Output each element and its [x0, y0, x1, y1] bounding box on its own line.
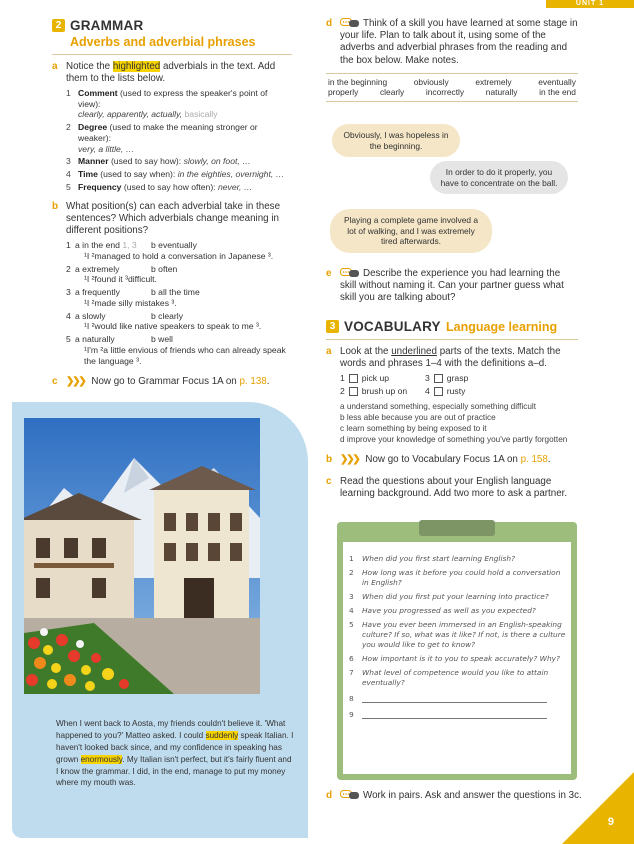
- task-letter: a: [326, 345, 332, 357]
- option-b: b eventually: [151, 240, 197, 251]
- task-text-pre: Look at the: [340, 345, 392, 357]
- vocab-word: rusty: [446, 385, 466, 396]
- question-number: 8: [349, 693, 354, 703]
- question-number: 1: [349, 554, 354, 563]
- answer-checkbox[interactable]: [349, 374, 358, 383]
- question-text: When did you first start learning English?: [362, 554, 515, 563]
- right-column: [326, 18, 578, 102]
- question-item: [349, 568, 567, 588]
- word-box-item: properly: [328, 87, 359, 98]
- reading-fragment: speak Italian. I haven't looked back since, and my confidence in speaking has grown: [56, 730, 294, 764]
- item-desc: (used to say when):: [97, 169, 178, 180]
- option-b: b clearly: [151, 310, 183, 321]
- example-sentence: ¹I ²managed to hold a conversation in Japanese ³.: [84, 251, 274, 262]
- vocab-item: [425, 386, 510, 397]
- adverbial-list: [66, 88, 292, 193]
- list-item: [66, 182, 292, 193]
- speaking-icon: [340, 268, 360, 278]
- task-e-speaking: [326, 268, 578, 305]
- question-text: How long was it before you could hold a conversation in English?: [362, 567, 561, 587]
- task-text-post: .: [266, 376, 270, 388]
- grammar-header: [52, 18, 292, 51]
- task-text-pre: Notice the: [66, 60, 113, 72]
- word-box-item: in the end: [539, 87, 576, 98]
- task-letter: b: [326, 453, 333, 465]
- question-item: [349, 620, 567, 650]
- definition: b less able because you are out of practice: [340, 412, 496, 422]
- item-number: 2: [66, 263, 71, 274]
- question-number: 5: [349, 619, 354, 629]
- vocab-task-d-wrap: [326, 790, 586, 803]
- task-text-post: adverbials in the text. Add them to the lists below.: [66, 60, 276, 84]
- speaking-icon: [340, 18, 360, 28]
- list-item: [66, 169, 292, 180]
- vocab-word: brush up on: [361, 385, 408, 396]
- word-box-item: eventually: [538, 76, 576, 87]
- question-item: [349, 668, 567, 688]
- town-photo: [24, 418, 260, 694]
- question-item: [349, 710, 567, 720]
- page-link[interactable]: p. 138: [239, 376, 267, 388]
- question-text: Have you ever been immersed in an English-speaking culture? If so, what was it like? If not, is there a culture you would like to get to know?: [362, 619, 566, 649]
- task-text-post: .: [547, 453, 551, 465]
- question-number: 3: [349, 591, 354, 601]
- example-sentence: ¹I ²made silly mistakes ³.: [84, 297, 177, 308]
- position-item: [66, 264, 292, 285]
- speech-bubble: Playing a complete game involved a lot of walking, and I was extremely tired afterwards.: [330, 209, 492, 253]
- vocab-task-c: [326, 476, 578, 500]
- list-item: [66, 156, 292, 167]
- task-b: [52, 201, 292, 238]
- question-text: Have you progressed as well as you expected?: [362, 605, 536, 615]
- vocabulary-header: [326, 319, 578, 336]
- question-text: How important is it to you to speak accurately? Why?: [362, 653, 560, 663]
- reading-panel: [12, 402, 308, 838]
- clipboard-clip: [419, 520, 495, 536]
- reading-fragment: . My Italian isn't perfect, but it's fairly fluent and I know the grammar. I did, in the end, manage to put my money where my mouth was.: [56, 754, 292, 788]
- task-letter: d: [326, 18, 333, 29]
- section-title: GRAMMAR: [70, 18, 144, 33]
- task-text-post: parts of the texts. Match the words and phrases 1–4 with the definitions a–d.: [340, 345, 561, 369]
- item-answer: basically: [182, 109, 218, 120]
- word-box-item: incorrectly: [425, 87, 465, 98]
- task-letter: c: [52, 376, 58, 388]
- position-item: [66, 311, 292, 332]
- speaking-icon: [340, 790, 360, 800]
- option-a: a slowly: [75, 310, 106, 321]
- task-d-speaking: [326, 18, 578, 67]
- question-item: [349, 592, 567, 602]
- vocab-item: [425, 373, 510, 384]
- question-item: [349, 694, 567, 704]
- question-sheet: [343, 542, 571, 774]
- task-text: [66, 61, 292, 85]
- task-letter: b: [52, 200, 59, 212]
- item-term: Frequency: [78, 181, 122, 192]
- question-number: 4: [349, 605, 354, 615]
- highlighted-word: highlighted: [112, 60, 161, 72]
- item-examples: in the eighties, overnight, …: [177, 169, 285, 180]
- question-list: [349, 554, 567, 724]
- section-title: VOCABULARY: [344, 318, 441, 334]
- section-subtitle: Adverbs and adverbial phrases: [70, 34, 256, 49]
- task-letter: e: [326, 268, 332, 279]
- underlined-word: underlined: [391, 345, 437, 357]
- definition: d improve your knowledge of something you've partly forgotten: [340, 435, 568, 445]
- position-item: [66, 334, 292, 366]
- speech-bubble: In order to do it properly, you have to concentrate on the ball.: [430, 161, 568, 194]
- example-sentence: ¹I ²would like native speakers to speak to me ³.: [84, 321, 262, 332]
- task-text: Describe the experience you had learning the skill without naming it. Can your partner guess what skill you are talking about?: [340, 268, 564, 304]
- item-number: 1: [66, 240, 71, 251]
- item-number: 2: [66, 122, 71, 133]
- option-a: a in the end: [75, 240, 120, 251]
- item-number: 4: [425, 385, 430, 396]
- example-sentence: ¹I'm ²a little envious of friends who can already speak the language ³.: [84, 344, 286, 366]
- item-desc: (used to express the speaker's point of view):: [78, 87, 268, 109]
- option-b: b often: [151, 263, 178, 274]
- task-text: Read the questions about your English language learning background. Add two more to ask a partner.: [340, 476, 568, 500]
- divider: [52, 54, 292, 55]
- option-a: a naturally: [75, 334, 115, 345]
- answer-checkbox[interactable]: [349, 387, 358, 396]
- vocab-item: [340, 386, 425, 397]
- item-term: Comment: [78, 87, 118, 98]
- answer-line[interactable]: [362, 710, 547, 719]
- item-number: 1: [66, 87, 71, 98]
- highlighted-adverb: enormously: [80, 754, 123, 764]
- section-subtitle: Language learning: [446, 319, 558, 334]
- list-item: [66, 122, 292, 154]
- task-text: Now go to Grammar Focus 1A on: [91, 376, 240, 388]
- question-text: When did you first put your learning into practice?: [362, 591, 549, 601]
- word-box: [326, 73, 578, 102]
- word-box-item: naturally: [485, 87, 518, 98]
- unit-tag: UNIT 1: [546, 0, 634, 8]
- task-text: Work in pairs. Ask and answer the questions in 3c.: [363, 790, 582, 801]
- task-c: [52, 376, 292, 389]
- question-number: 2: [349, 567, 354, 577]
- reading-text: [56, 718, 296, 789]
- answer-checkbox[interactable]: [434, 387, 443, 396]
- word-box-item: clearly: [379, 87, 405, 98]
- example-answer: 1, 3: [122, 240, 137, 251]
- item-number: 4: [66, 310, 71, 321]
- vocab-task-a: [326, 346, 578, 370]
- positions-list: [52, 240, 292, 366]
- highlighted-adverb: suddenly: [205, 730, 239, 740]
- reading-fragment: When I went back to Aosta, my friends couldn't believe it. 'What happened to you?' Matteo asked. I could: [56, 719, 286, 740]
- word-box-item: in the beginning: [328, 76, 388, 87]
- item-examples: never, …: [217, 181, 253, 192]
- list-item: [66, 88, 292, 120]
- task-text: Think of a skill you have learned at some stage in your life. Plan to talk about it, using some of the adverbs and adverbial phrases from the reading and the box below. Make notes.: [340, 18, 578, 66]
- option-b: b well: [151, 334, 173, 345]
- right-lower: [326, 268, 578, 500]
- item-number: 3: [425, 373, 430, 384]
- item-term: Manner: [78, 156, 109, 167]
- item-term: Time: [78, 169, 98, 180]
- option-b: b all the time: [151, 287, 200, 298]
- position-item: [66, 240, 292, 261]
- answer-line[interactable]: [362, 694, 547, 703]
- question-number: 9: [349, 709, 354, 719]
- vocab-item: [340, 373, 425, 384]
- item-number: 2: [340, 385, 345, 396]
- chevron-arrow-icon: ❯❯❯: [340, 453, 359, 465]
- option-a: a frequently: [75, 287, 120, 298]
- vocab-task-d: [326, 790, 586, 803]
- vocab-word: grasp: [446, 373, 469, 384]
- task-text: Now go to Vocabulary Focus 1A on: [365, 453, 521, 465]
- example-sentence: ¹I ²found it ³difficult.: [84, 274, 157, 285]
- page-corner: [562, 772, 634, 844]
- item-examples: very, a little, …: [78, 143, 135, 154]
- task-text: What position(s) can each adverbial take in these sentences? Which adverbials change meaning in different positions?: [66, 200, 281, 237]
- item-desc: (used to say how often):: [121, 181, 218, 192]
- item-desc: (used to make the meaning stronger or weaker):: [78, 122, 258, 143]
- question-item: [349, 654, 567, 664]
- task-a: [52, 61, 292, 85]
- task-letter: d: [326, 790, 333, 801]
- page-link[interactable]: p. 158: [520, 453, 548, 465]
- task-letter: c: [326, 476, 332, 488]
- option-a: a extremely: [75, 263, 120, 274]
- position-item: [66, 287, 292, 308]
- vocab-items: [340, 373, 510, 396]
- item-number: 5: [66, 334, 71, 345]
- item-number: 3: [66, 287, 71, 298]
- divider: [326, 339, 578, 340]
- grammar-section: [52, 18, 292, 389]
- vocab-task-b: [326, 454, 578, 467]
- definitions-list: [340, 402, 578, 446]
- question-text: What level of competence would you like to attain eventually?: [362, 667, 549, 687]
- speech-bubble: Obviously, I was hopeless in the beginning.: [332, 124, 460, 157]
- item-number: 1: [340, 373, 345, 384]
- item-examples: slowly, on foot, …: [183, 156, 251, 167]
- word-box-item: extremely: [475, 76, 512, 87]
- item-examples: clearly, apparently, actually,: [78, 109, 183, 120]
- word-box-item: obviously: [413, 76, 449, 87]
- town-square-image: [24, 418, 260, 694]
- answer-checkbox[interactable]: [434, 374, 443, 383]
- item-number: 5: [66, 181, 71, 192]
- section-number: 2: [52, 19, 65, 32]
- item-desc: (used to say how):: [108, 156, 184, 167]
- item-term: Degree: [78, 122, 108, 133]
- question-number: 7: [349, 667, 354, 677]
- item-number: 4: [66, 169, 71, 180]
- question-item: [349, 554, 567, 564]
- definition: a understand something, especially something difficult: [340, 401, 537, 411]
- definition: c learn something by being exposed to it: [340, 424, 487, 434]
- item-number: 3: [66, 156, 71, 167]
- question-number: 6: [349, 653, 354, 663]
- vocab-word: pick up: [361, 373, 390, 384]
- page-number: 9: [607, 816, 614, 829]
- question-item: [349, 606, 567, 616]
- section-number: 3: [326, 320, 339, 333]
- task-letter: a: [52, 60, 58, 72]
- chevron-arrow-icon: ❯❯❯: [66, 376, 85, 388]
- clipboard: [337, 522, 577, 780]
